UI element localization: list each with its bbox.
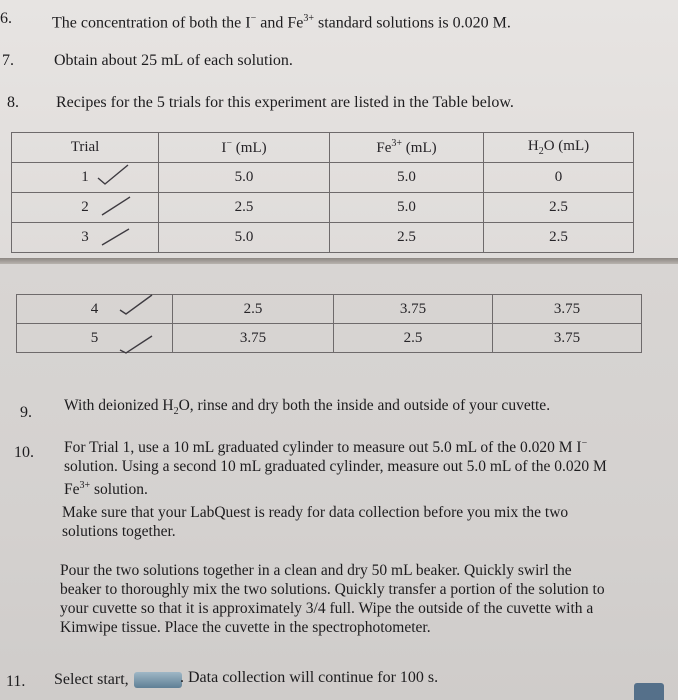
step-9-text [64,396,550,422]
step-11-post: . Data collection will continue for 100 s. [180,669,439,686]
step-10-p2-line-1: Make sure that your LabQuest is ready for data collection before you mix the two [62,504,569,521]
header-iodide-charge: − [226,138,233,149]
step-9-pre: With deionized H [64,397,174,414]
handwritten-check-icon [118,332,154,356]
water-cell: 2.5 [484,193,634,223]
water-cell: 0 [484,163,634,193]
step-8-number: 8. [7,94,19,111]
step-10-p3-line-3: your cuvette so that it is approximately 3/4 full. Wipe the outside of the cuvette with a [60,600,594,617]
water-cell: 3.75 [493,324,642,353]
step-6-mid: and Fe [256,14,304,32]
step-7-number: 7. [2,52,14,69]
start-button-icon [134,672,182,688]
header-iron-charge: 3+ [391,138,403,149]
water-cell: 2.5 [484,223,634,253]
header-iron-unit: (mL) [402,140,437,156]
table-header-row [12,133,634,163]
iron-cell: 3.75 [334,295,493,324]
step-7-text: Obtain about 25 mL of each solution. [54,52,293,69]
step-9-number: 9. [20,404,32,421]
step-6-post: standard solutions is 0.020 M. [313,14,511,32]
step-6-pre: The concentration of both the I [52,14,251,32]
iodide-cell: 5.0 [159,223,330,253]
trial-cell: 2 [12,193,159,223]
header-iodide-unit: (mL) [232,140,267,156]
iron-cell: 5.0 [330,193,484,223]
step-10-p3-line-2: beaker to thoroughly mix the two solutions. Quickly transfer a portion of the solution to [60,581,605,598]
trial-cell: 5 [17,324,173,353]
step-11-pre: Select start, [54,671,129,688]
iodide-cell: 5.0 [159,163,330,193]
iron-cell: 2.5 [334,324,493,353]
header-iodide [159,133,330,163]
step-8-text: Recipes for the 5 trials for this experiment are listed in the Table below. [56,94,514,111]
app-icon [634,683,664,700]
step-10-paragraph-2 [62,503,568,541]
step-6-text [52,9,511,33]
header-iron [330,133,484,163]
header-iron-symbol: Fe [376,140,392,156]
trial-cell: 1 [12,163,159,193]
handwritten-check-icon [100,226,132,248]
step-10-paragraph-3 [60,561,605,637]
step-10-p2-line-2: solutions together. [62,523,176,540]
iodide-cell: 3.75 [173,324,334,353]
iron-cell: 2.5 [330,223,484,253]
step-10-line-1 [64,434,607,457]
header-water-post: O (mL) [543,138,590,154]
step-10-line-3 [64,476,607,499]
iron-cell: 5.0 [330,163,484,193]
step-6-number: 6. [0,10,12,27]
water-cell: 3.75 [493,295,642,324]
step-10-line-3-post: solution. [90,481,148,499]
step-10-line-1-text: For Trial 1, use a 10 mL graduated cylinder to measure out 5.0 mL of the 0.020 M I [64,439,582,457]
step-11-number: 11. [6,673,26,690]
handwritten-check-icon [100,194,132,218]
iron-charge: 3+ [303,13,314,24]
table-row [17,324,642,353]
step-10-line-2: solution. Using a second 10 mL graduated cylinder, measure out 5.0 mL of the 0.020 M [64,458,607,476]
step-10-p3-line-1: Pour the two solutions together in a clean and dry 50 mL beaker. Quickly swirl the [60,562,572,579]
header-iodide-symbol: I [221,140,227,156]
handwritten-check-icon [118,292,154,316]
iodide-charge: − [250,13,257,24]
handwritten-check-icon [96,162,132,188]
header-water [484,133,634,163]
step-9-post: O, rinse and dry both the inside and outside of your cuvette. [178,397,551,414]
trial-cell: 3 [12,223,159,253]
step-10-number: 10. [14,444,34,461]
table-row [17,295,642,324]
header-trial: Trial [12,133,159,163]
step-10-fe: Fe [64,481,80,499]
step-10-p3-line-4: Kimwipe tissue. Place the cuvette in the spectrophotometer. [60,619,431,636]
header-water-sub: 2 [538,146,544,157]
iodide-charge: − [581,438,588,449]
recipe-table-bottom [16,294,642,353]
iodide-cell: 2.5 [173,295,334,324]
header-water-pre: H [527,138,539,154]
iron-charge: 3+ [79,480,91,492]
water-subscript: 2 [173,406,179,418]
step-10-paragraph-1 [64,434,607,499]
iodide-cell: 2.5 [159,193,330,223]
trial-cell: 4 [17,295,173,324]
